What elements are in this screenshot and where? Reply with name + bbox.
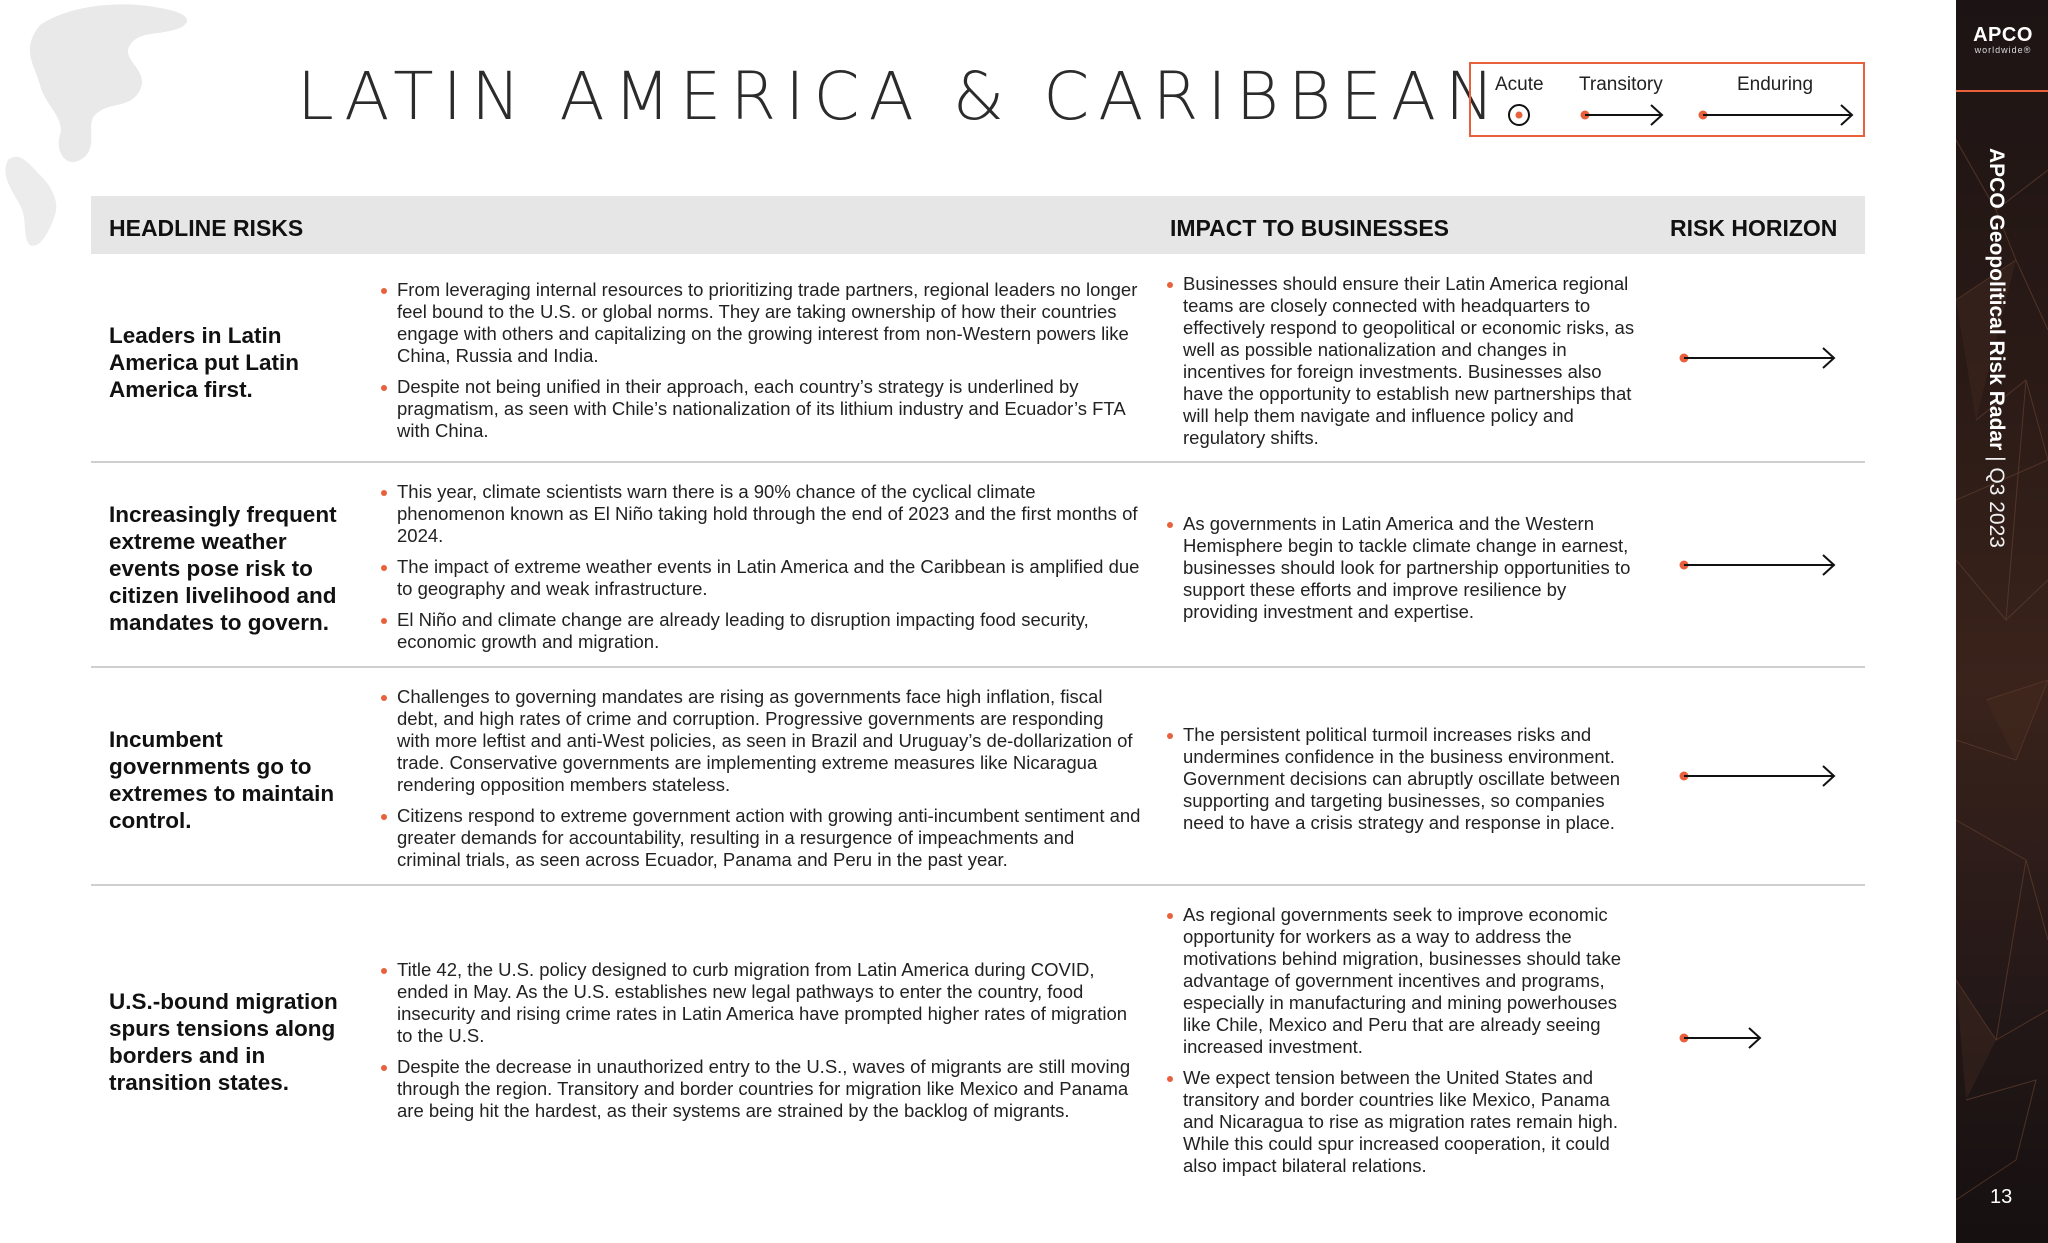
risk-description-2 bbox=[381, 481, 1141, 662]
header-headline-risks: HEADLINE RISKS bbox=[109, 215, 304, 241]
risk-title-4: U.S.-bound migration spurs tensions along borders and in transition states. bbox=[109, 989, 338, 1095]
report-quarter: Q3 2023 bbox=[1985, 467, 2008, 548]
risk-description-3 bbox=[381, 686, 1141, 880]
risk-title-2: Increasingly frequent extreme weather events pose risk to citizen livelihood and mandates to govern. bbox=[109, 502, 337, 635]
accent-line bbox=[1956, 90, 2048, 92]
list-item: This year, climate scientists warn there is a 90% chance of the cyclical climate phenomenon known as El Niño taking hold through the end of 2023 and the first months of 2024. bbox=[381, 481, 1141, 547]
risk-horizon-legend bbox=[1469, 62, 1865, 137]
list-item: Despite not being unified in their approach, each country’s strategy is underlined by pragmatism, as seen with Chile’s nationalization of its lithium industry and Ecuador’s FTA with China. bbox=[381, 376, 1141, 442]
enduring-arrow-icon bbox=[1676, 550, 1836, 580]
risk-description-4 bbox=[381, 959, 1141, 1131]
risk-title-3: Incumbent governments go to extremes to maintain control. bbox=[109, 727, 335, 833]
page-number: 13 bbox=[1990, 1186, 2013, 1208]
report-sidebar bbox=[1956, 0, 2048, 1243]
impact-2 bbox=[1167, 513, 1637, 632]
table-header-band bbox=[91, 196, 1865, 254]
row-divider bbox=[91, 461, 1865, 463]
list-item: The impact of extreme weather events in Latin America and the Caribbean is amplified due to geography and weak infrastructure. bbox=[381, 556, 1141, 600]
page-title: LATIN AMERICA & CARIBBEAN bbox=[297, 58, 1504, 135]
risk-description-1 bbox=[381, 279, 1141, 451]
list-item: We expect tension between the United States and transitory and border countries like Mexico, Panama and Nicaragua to rise as migration rates remain high. While this could spur increased cooperation, it could also impact bilateral relations. bbox=[1167, 1067, 1637, 1177]
list-item: Title 42, the U.S. policy designed to curb migration from Latin America during COVID, ended in May. As the U.S. establishes new legal pathways to enter the country, food insecurity and rising crime rates in Latin America have prompted higher rates of migration to the U.S. bbox=[381, 959, 1141, 1047]
legend-enduring-label: Enduring bbox=[1737, 74, 1814, 95]
acute-icon bbox=[1509, 105, 1529, 125]
list-item: Despite the decrease in unauthorized entry to the U.S., waves of migrants are still moving through the region. Transitory and border countries for migration like Mexico and Panama are being hit the hardest, as their systems are strained by the backlog of migrants. bbox=[381, 1056, 1141, 1122]
legend-acute-label: Acute bbox=[1495, 74, 1544, 95]
list-item: As governments in Latin America and the Western Hemisphere begin to tackle climate change in earnest, businesses should look for partnership opportunities to support these efforts and improve resilience by providing investment and expertise. bbox=[1167, 513, 1637, 623]
row-divider bbox=[91, 666, 1865, 668]
title-separator: | bbox=[1985, 456, 2008, 462]
header-risk-horizon: RISK HORIZON bbox=[1670, 215, 1838, 241]
header-impact: IMPACT TO BUSINESSES bbox=[1170, 215, 1450, 241]
transitory-arrow-icon bbox=[1676, 1023, 1766, 1053]
legend-symbols bbox=[1471, 64, 1867, 139]
list-item: El Niño and climate change are already leading to disruption impacting food security, economic growth and migration. bbox=[381, 609, 1141, 653]
transitory-arrow-icon bbox=[1581, 105, 1663, 125]
report-title bbox=[1984, 148, 2008, 548]
list-item: Businesses should ensure their Latin America regional teams are closely connected with headquarters to effectively respond to geopolitical or economic risks, as well as possible nationalization and changes in incentives for foreign investments. Businesses also have the opportunity to establish new partnerships that will help them navigate and influence policy and regulatory shifts. bbox=[1167, 273, 1637, 449]
enduring-arrow-icon bbox=[1699, 105, 1853, 125]
row-divider bbox=[91, 884, 1865, 886]
enduring-arrow-icon bbox=[1676, 343, 1836, 373]
list-item: As regional governments seek to improve economic opportunity for workers as a way to address the motivations behind migration, businesses should take advantage of government incentives and programs, especially in manufacturing and mining powerhouses like Chile, Mexico and Peru that are already seeing increased investment. bbox=[1167, 904, 1637, 1058]
legend-transitory-label: Transitory bbox=[1579, 74, 1663, 95]
impact-1 bbox=[1167, 273, 1637, 458]
enduring-arrow-icon bbox=[1676, 761, 1836, 791]
list-item: The persistent political turmoil increases risks and undermines confidence in the business environment. Government decisions can abruptly oscillate between supporting and targeting businesses, so companies need to have a crisis strategy and response in place. bbox=[1167, 724, 1637, 834]
risk-title-1: Leaders in Latin America put Latin America first. bbox=[109, 323, 300, 402]
list-item: From leveraging internal resources to prioritizing trade partners, regional leaders no longer feel bound to the U.S. or global norms. They are taking ownership of how their countries engage with others and capitalizing on the growing interest from non-Western powers like China, Russia and India. bbox=[381, 279, 1141, 367]
apco-logo: APCO worldwide® bbox=[1973, 24, 2033, 55]
list-item: Challenges to governing mandates are rising as governments face high inflation, fiscal debt, and high rates of crime and corruption. Progressive governments are responding with more leftist and anti-West policies, as seen in Brazil and Uruguay’s de-dollarization of trade. Conservative governments are implementing extreme measures like Nicaragua rendering opposition members stateless. bbox=[381, 686, 1141, 796]
impact-3 bbox=[1167, 724, 1637, 843]
impact-4 bbox=[1167, 904, 1637, 1186]
list-item: Citizens respond to extreme government action with growing anti-incumbent sentiment and greater demands for accountability, resulting in a resurgence of impeachments and criminal trials, as seen across Ecuador, Panama and Peru in the past year. bbox=[381, 805, 1141, 871]
report-name: APCO Geopolitical Risk Radar bbox=[1985, 148, 2008, 451]
